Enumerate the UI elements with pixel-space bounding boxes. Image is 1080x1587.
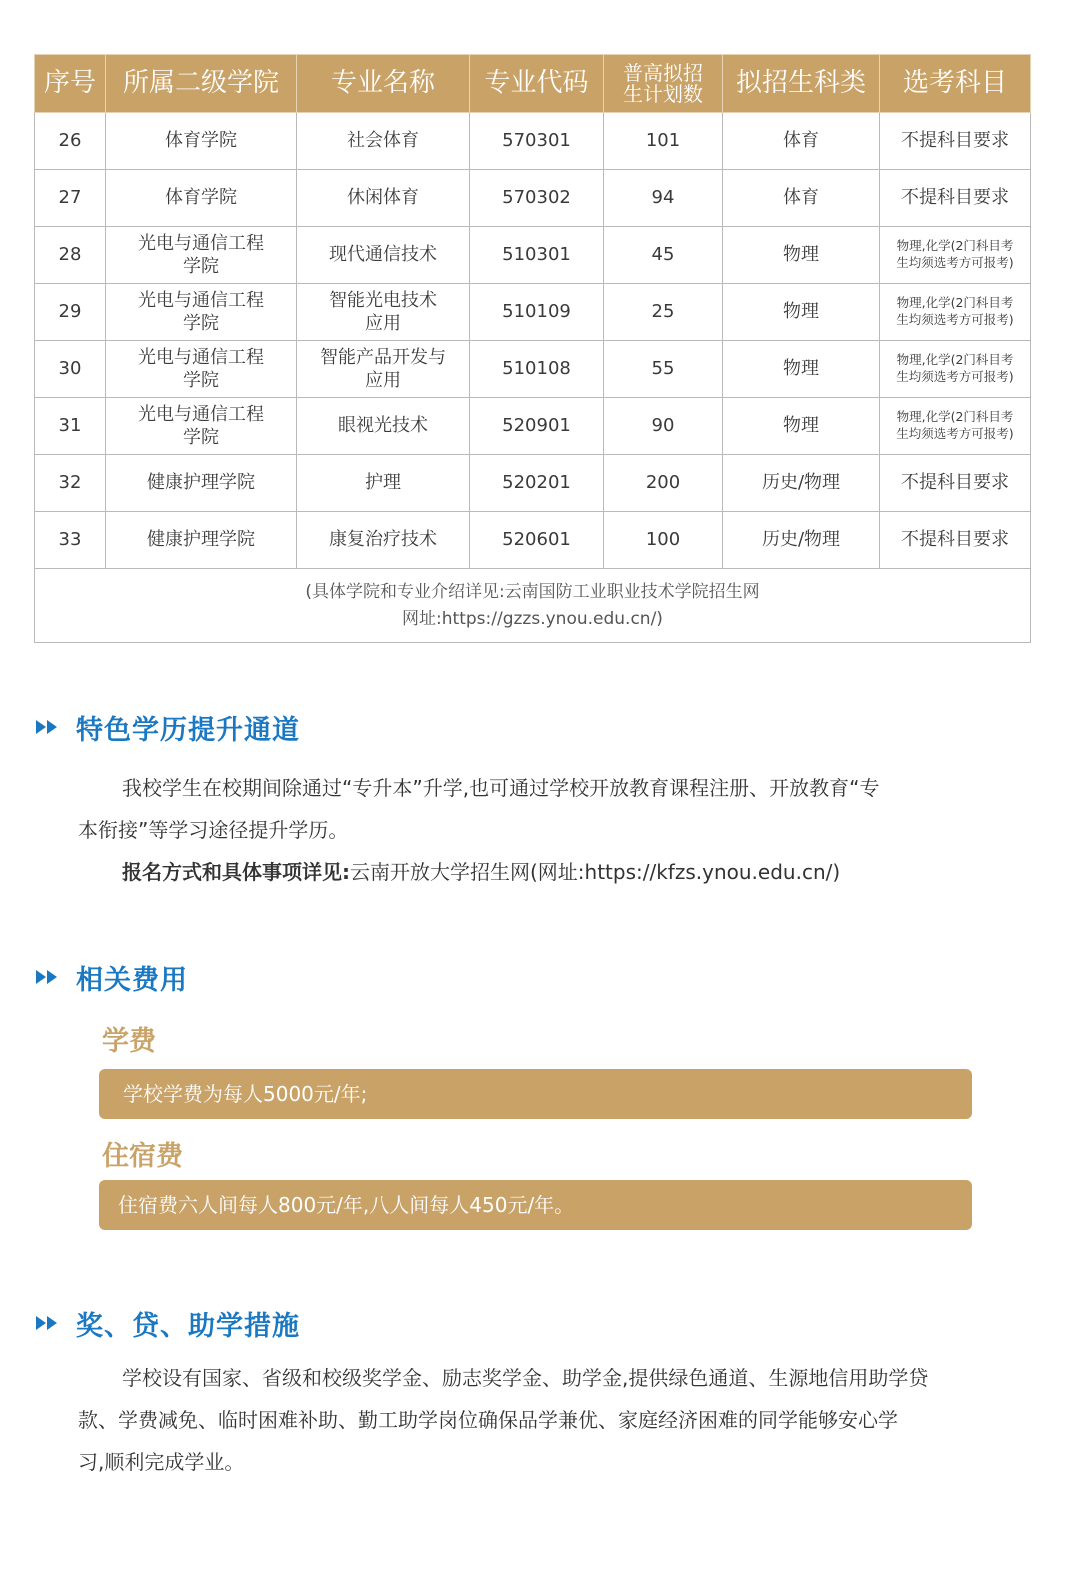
double-chevron-icon (36, 717, 62, 737)
cell-major-line: 护理 (365, 472, 401, 494)
cell-major (297, 398, 470, 455)
cell-major (297, 455, 470, 512)
cell-plan: 200 (604, 455, 723, 512)
cell-subjects-line: 物理,化学(2门科目考 (896, 409, 1014, 425)
cell-subjects (880, 227, 1031, 284)
cell-category: 历史/物理 (723, 512, 880, 569)
cell-subjects-line: 生均须选考方可报考) (896, 369, 1014, 384)
cell-category: 物理 (723, 227, 880, 284)
cell-category: 体育 (723, 170, 880, 227)
section1-paragraph (78, 767, 998, 893)
cell-plan: 90 (604, 398, 723, 455)
cell-subjects-line: 不提科目要求 (901, 130, 1009, 152)
cell-subjects-line: 生均须选考方可报考) (896, 426, 1014, 441)
cell-college (106, 284, 297, 341)
cell-major-line: 应用 (365, 370, 401, 391)
tuition-bar: 学校学费为每人5000元/年; (99, 1069, 972, 1119)
cell-no: 30 (35, 341, 106, 398)
cell-college-line: 健康护理学院 (147, 472, 255, 494)
apply-text: 云南开放大学招生网(网址:https://kfzs.ynou.edu.cn/) (350, 860, 841, 884)
apply-info (78, 851, 998, 893)
cell-major-line: 现代通信技术 (329, 244, 437, 266)
cell-category: 历史/物理 (723, 455, 880, 512)
cell-subjects (880, 284, 1031, 341)
cell-code: 520601 (470, 512, 604, 569)
cell-subjects (880, 512, 1031, 569)
header-plan-line2: 生计划数 (623, 81, 703, 106)
footer-line1: (具体学院和专业介绍详见:云南国防工业职业技术学院招生网 (305, 582, 760, 603)
section-financial-aid (36, 1303, 300, 1343)
cell-category: 物理 (723, 284, 880, 341)
cell-college (106, 398, 297, 455)
cell-category: 体育 (723, 113, 880, 170)
double-chevron-icon (36, 967, 62, 987)
cell-subjects (880, 170, 1031, 227)
cell-subjects-line: 生均须选考方可报考) (896, 312, 1014, 327)
section-fees (36, 957, 188, 997)
header-plan-line1: 普高拟招 (623, 60, 703, 85)
cell-college-line: 学院 (183, 427, 219, 448)
section-title: 奖、贷、助学措施 (76, 1310, 300, 1342)
header-college: 所属二级学院 (106, 55, 297, 113)
apply-label: 报名方式和具体事项详见: (122, 860, 350, 884)
cell-college-line: 学院 (183, 256, 219, 277)
header-major: 专业名称 (297, 55, 470, 113)
admission-table (34, 54, 1031, 643)
table-row (35, 341, 1031, 398)
header-category: 拟招生科类 (723, 55, 880, 113)
table-row (35, 512, 1031, 569)
paragraph-line: 款、学费减免、临时困难补助、勤工助学岗位确保品学兼优、家庭经济困难的同学能够安心学 (78, 1408, 898, 1432)
cell-major (297, 284, 470, 341)
tuition-title: 学费 (102, 1026, 156, 1057)
cell-major-line: 社会体育 (347, 130, 419, 152)
cell-major-line: 应用 (365, 313, 401, 334)
cell-subjects (880, 398, 1031, 455)
cell-college (106, 170, 297, 227)
cell-subjects-line: 生均须选考方可报考) (896, 255, 1014, 270)
cell-no: 26 (35, 113, 106, 170)
cell-college-line: 体育学院 (165, 130, 237, 152)
cell-plan: 94 (604, 170, 723, 227)
cell-subjects (880, 455, 1031, 512)
cell-college (106, 455, 297, 512)
cell-college (106, 113, 297, 170)
cell-category: 物理 (723, 398, 880, 455)
cell-college-line: 光电与通信工程 (138, 232, 264, 254)
cell-major-line: 智能光电技术 (329, 289, 437, 311)
cell-code: 510301 (470, 227, 604, 284)
cell-college-line: 学院 (183, 313, 219, 334)
cell-major (297, 113, 470, 170)
cell-college-line: 体育学院 (165, 187, 237, 209)
cell-major (297, 170, 470, 227)
table-row (35, 227, 1031, 284)
cell-subjects-line: 物理,化学(2门科目考 (896, 295, 1014, 311)
cell-major (297, 512, 470, 569)
cell-code: 570302 (470, 170, 604, 227)
paragraph-line: 习,顺利完成学业。 (78, 1450, 245, 1474)
cell-code: 510109 (470, 284, 604, 341)
cell-college (106, 227, 297, 284)
section-education-upgrade (36, 707, 300, 747)
header-plan (604, 55, 723, 113)
cell-no: 33 (35, 512, 106, 569)
table-row (35, 113, 1031, 170)
cell-no: 31 (35, 398, 106, 455)
double-chevron-icon (36, 1313, 62, 1333)
cell-no: 27 (35, 170, 106, 227)
cell-code: 570301 (470, 113, 604, 170)
cell-no: 29 (35, 284, 106, 341)
cell-subjects (880, 341, 1031, 398)
table-row (35, 398, 1031, 455)
table-row (35, 455, 1031, 512)
cell-plan: 55 (604, 341, 723, 398)
cell-major-line: 休闲体育 (347, 187, 419, 209)
cell-college (106, 341, 297, 398)
cell-plan: 45 (604, 227, 723, 284)
cell-college-line: 健康护理学院 (147, 529, 255, 551)
cell-major-line: 眼视光技术 (338, 415, 428, 437)
footer-line2: 网址:https://gzzs.ynou.edu.cn/) (402, 608, 663, 629)
cell-code: 520201 (470, 455, 604, 512)
table-row (35, 170, 1031, 227)
header-subjects: 选考科目 (880, 55, 1031, 113)
section-title: 相关费用 (76, 964, 188, 996)
section3-paragraph (78, 1357, 998, 1483)
header-code: 专业代码 (470, 55, 604, 113)
table-header (35, 55, 1031, 113)
cell-plan: 100 (604, 512, 723, 569)
cell-college-line: 光电与通信工程 (138, 346, 264, 368)
cell-college (106, 512, 297, 569)
cell-major (297, 227, 470, 284)
table-row (35, 284, 1031, 341)
cell-major (297, 341, 470, 398)
table-body (35, 113, 1031, 569)
cell-subjects (880, 113, 1031, 170)
paragraph-line: 学校设有国家、省级和校级奖学金、励志奖学金、助学金,提供绿色通道、生源地信用助学贷 (122, 1366, 929, 1390)
cell-major-line: 智能产品开发与 (320, 346, 446, 368)
cell-subjects-line: 不提科目要求 (901, 187, 1009, 209)
cell-no: 32 (35, 455, 106, 512)
cell-subjects-line: 物理,化学(2门科目考 (896, 238, 1014, 254)
cell-category: 物理 (723, 341, 880, 398)
cell-code: 510108 (470, 341, 604, 398)
cell-no: 28 (35, 227, 106, 284)
table-footer (35, 569, 1031, 643)
section-title: 特色学历提升通道 (76, 714, 300, 746)
cell-college-line: 光电与通信工程 (138, 289, 264, 311)
header-no: 序号 (35, 55, 106, 113)
cell-plan: 101 (604, 113, 723, 170)
cell-college-line: 学院 (183, 370, 219, 391)
cell-subjects-line: 不提科目要求 (901, 472, 1009, 494)
cell-code: 520901 (470, 398, 604, 455)
cell-major-line: 康复治疗技术 (329, 529, 437, 551)
lodging-bar: 住宿费六人间每人800元/年,八人间每人450元/年。 (99, 1180, 972, 1230)
cell-plan: 25 (604, 284, 723, 341)
cell-college-line: 光电与通信工程 (138, 403, 264, 425)
cell-subjects-line: 不提科目要求 (901, 529, 1009, 551)
cell-subjects-line: 物理,化学(2门科目考 (896, 352, 1014, 368)
paragraph-line: 本衔接”等学习途径提升学历。 (78, 818, 349, 842)
paragraph-line: 我校学生在校期间除通过“专升本”升学,也可通过学校开放教育课程注册、开放教育“专 (122, 776, 880, 800)
lodging-title: 住宿费 (102, 1141, 183, 1172)
table-footer-row (35, 569, 1031, 643)
